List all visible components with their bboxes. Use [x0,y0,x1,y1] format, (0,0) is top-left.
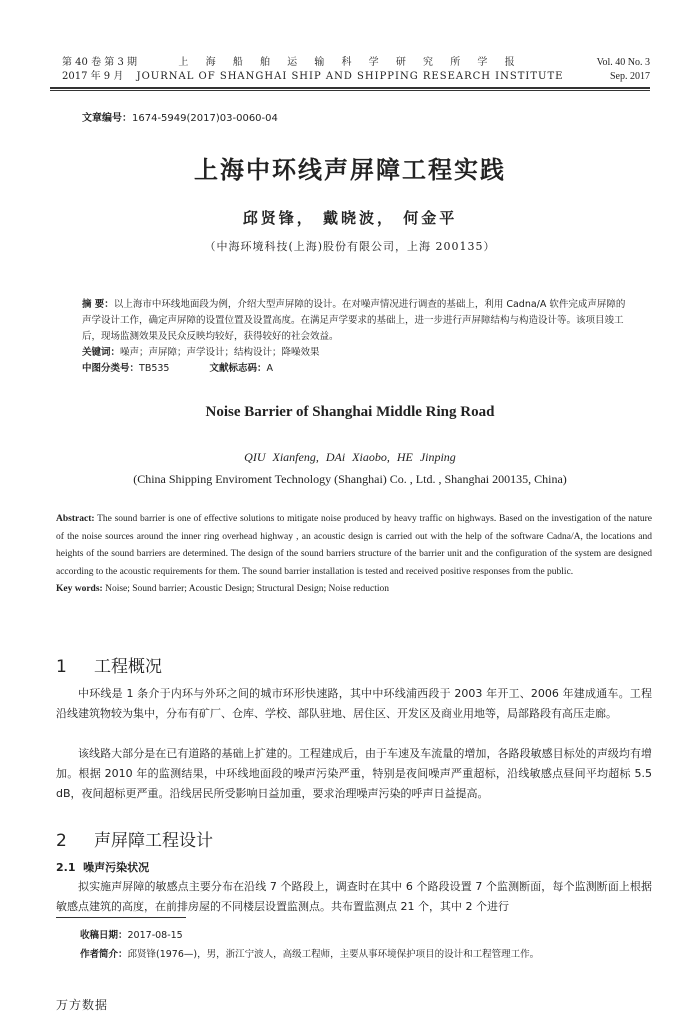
abstract-cn-label: 摘 要： [82,299,114,310]
section-2-paragraph-1: 拟实施声屏障的敏感点主要分布在沿线 7 个路段上，调查时在其中 6 个路段设置 7 个监测断面，每个监测断面上根据敏感点建筑的高度，在前排房屋的不同楼层设置监测点。共布置监测点 21 个，其中 2 个进行 [56,880,652,913]
header-date-en: Sep. 2017 [610,71,650,82]
keywords-cn [82,345,630,361]
article-number-label: 文章编号： [82,113,132,124]
abstract-cn-text: 以上海市中环线地面段为例，介绍大型声屏障的设计。在对噪声情况进行调查的基础上，利用 Cadna/A 软件完成声屏障的声学设计工作，确定声屏障的设置位置及设置高度。在满足声学要求的基础上，进一步进行声屏障结构与构造设计等。该项目竣工后，现场监测效果及民众反映均较好，获得较好的社会效益。 [82,299,626,342]
abstract-en-text: The sound barrier is one of effective solutions to mitigate noise produced by heavy traffic on highways. Based on the investigation of the nature of the noise sources around the inner ring overhead highway , an acoustic design is carried out with the help of the software Cadna/A, the locations and heights of the sound barriers are determined. The design of the sound barriers structure of the barrier unit and the configuration of the system are designed according to the acoustic requirements for them. The sound barrier installation is tested and received positive responses from the public. [56,514,652,577]
header-rule-thick [50,87,650,89]
subsection-2-1-number: 2.1 [56,861,76,874]
clc-value: TB535 [139,363,170,374]
section-1-paragraph-1: 中环线是 1 条介于内环与外环之间的城市环形快速路，其中中环线浦西段于 2003 年开工、2006 年建成通车。工程沿线建筑物较为集中，分布有矿厂、仓库、学校、部队驻地、居住区、开发区及商业用地等，局部路段有高压走廊。 [56,687,652,720]
header-date-cn: 2017 年 9 月 [62,71,124,82]
abstract-cn [82,297,630,377]
footnote-received [80,927,183,941]
received-label: 收稿日期： [80,930,128,941]
subsection-2-1-title: 噪声污染状况 [83,861,150,874]
journal-name-cn: 上 海 船 舶 运 输 科 学 研 究 所 学 报 [178,57,522,68]
section-1-number: 1 [56,657,67,677]
author-bio-label: 作者简介： [80,949,128,960]
article-number-value: 1674-5949(2017)03-0060-04 [132,113,278,124]
subsection-2-1-heading [56,859,149,875]
affiliation-en: (China Shipping Enviroment Technology (Shanghai) Co. , Ltd. , Shanghai 200135, China) [133,472,567,486]
section-1-title: 工程概况 [94,657,162,677]
section-2-number: 2 [56,831,67,851]
author-bio-text: 邱贤锋(1976—)，男，浙江宁波人，高级工程师，主要从事环境保护项目的设计和工程管理工作。 [127,949,540,960]
section-1-heading [56,652,162,677]
keywords-en-text: Noise; Sound barrier; Acoustic Design; Structural Design; Noise reduction [102,584,389,594]
watermark: 万方数据 [56,998,109,1012]
abstract-en-label: Abstract: [56,514,95,524]
doc-code-value: A [266,363,274,374]
authors-cn: 邱贤锋， 戴晓波， 何金平 [242,209,458,227]
journal-name-en: JOURNAL OF SHANGHAI SHIP AND SHIPPING RESEARCH INSTITUTE [136,71,564,82]
authors-en: QIU Xianfeng, DAi Xiaobo, HE Jinping [244,450,456,464]
section-2-title: 声屏障工程设计 [94,831,213,851]
clc-label: 中图分类号： [82,363,140,374]
abstract-en-body [56,511,652,581]
classification-line [82,361,630,377]
footnote-rule [56,917,186,918]
header-rule-thin [50,90,650,91]
header-issue-en [597,56,650,84]
footnote-author [80,946,539,960]
section-1-paragraph-2: 该线路大部分是在已有道路的基础上扩建的。工程建成后，由于车速及车流量的增加，各路段敏感目标处的声级均有增加。根据 2010 年的监测结果，中环线地面段的噪声污染严重，特别是夜间噪声严重超标，沿线敏感点昼间平均超标 5.5 dB，夜间超标更严重。沿线居民所受影响日益加重，要求治理噪声污染的呼声日益提高。 [56,747,652,800]
header-volume-cn: 第 40 卷 第 3 期 [62,57,137,68]
article-number [82,109,278,124]
keywords-cn-text: 噪声；声屏障；声学设计；结构设计；降噪效果 [120,347,320,358]
header-journal [0,56,700,84]
keywords-en-label: Key words: [56,584,103,594]
header-volume-en: Vol. 40 No. 3 [596,57,650,68]
abstract-en [56,511,652,599]
page-title: 上海中环线声屏障工程实践 [194,156,506,184]
keywords-cn-label: 关键词： [82,347,121,358]
affiliation-cn: （中海环境科技(上海)股份有限公司，上海 200135） [204,240,496,253]
title-en: Noise Barrier of Shanghai Middle Ring Road [205,404,495,420]
doc-code-label: 文献标志码： [209,363,267,374]
section-2-heading [56,826,213,851]
abstract-cn-body [82,297,630,345]
received-date: 2017-08-15 [127,930,183,941]
keywords-en [56,581,652,599]
